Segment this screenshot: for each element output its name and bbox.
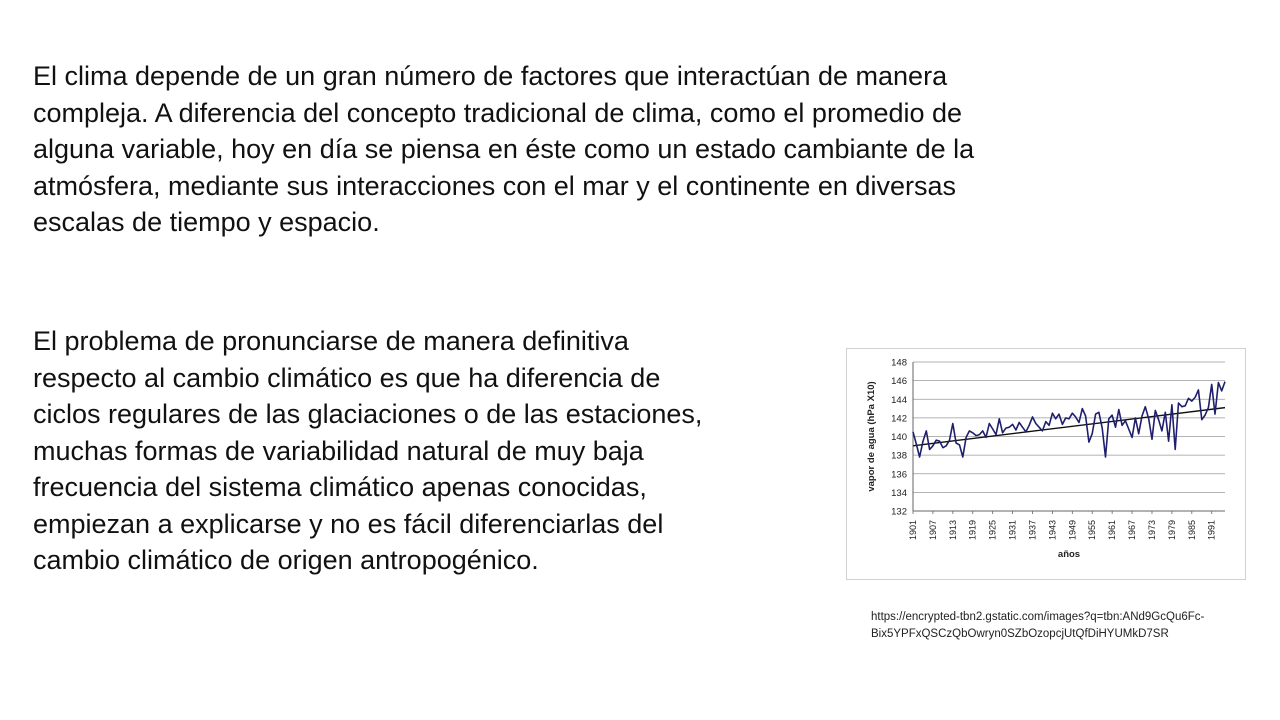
intro-line: compleja. A diferencia del concepto tradicional de clima, como el promedio de	[33, 97, 963, 128]
climate-change-line: muchas formas de variabilidad natural de muy baja	[33, 435, 644, 466]
x-tick-label: 1949	[1067, 519, 1078, 540]
intro-line: escalas de tiempo y espacio.	[33, 207, 380, 237]
source-url-line: Bix5YPFxQSCzQbOwryn0SZbOzopcjUtQfDiHYUMkD7SR	[871, 628, 1169, 640]
x-tick-label: 1919	[967, 519, 978, 540]
y-tick-label: 148	[891, 357, 907, 369]
climate-change-line: ciclos regulares de las glaciaciones o de las estaciones,	[33, 399, 703, 429]
y-tick-label: 140	[891, 432, 907, 443]
x-tick-label: 1967	[1127, 519, 1138, 540]
y-tick-label: 132	[891, 506, 907, 518]
climate-change-line: respecto al cambio climático es que ha diferencia de	[33, 362, 661, 393]
climate-change-line: frecuencia del sistema climático apenas conocidas,	[33, 472, 647, 502]
x-tick-label: 1901	[908, 519, 918, 540]
climate-change-line: El problema de pronunciarse de manera definitiva	[33, 326, 629, 356]
climate-change-line: cambio climático de origen antropogénico.	[33, 545, 539, 575]
y-tick-label: 146	[891, 376, 907, 388]
chart-svg	[847, 349, 1245, 579]
x-tick-label: 1913	[947, 519, 958, 540]
x-tick-label: 1955	[1087, 519, 1098, 540]
y-tick-label: 142	[891, 413, 907, 425]
climate-change-paragraph	[33, 323, 843, 579]
x-tick-label: 1961	[1107, 519, 1118, 540]
x-tick-label: 1979	[1166, 519, 1177, 540]
y-tick-label: 136	[891, 469, 907, 481]
intro-paragraph	[33, 58, 1248, 241]
x-tick-label: 1907	[927, 519, 938, 540]
water-vapor-chart	[846, 348, 1246, 580]
x-tick-label: 1991	[1206, 519, 1217, 540]
intro-line: atmósfera, mediante sus interacciones con el mar y el continente en diversas	[33, 170, 956, 201]
y-tick-label: 138	[891, 450, 907, 462]
y-tick-label: 144	[891, 394, 907, 406]
climate-change-line: empiezan a explicarse y no es fácil diferenciarlas del	[33, 508, 664, 539]
source-url-line: https://encrypted-tbn2.gstatic.com/images?q=tbn:ANd9GcQu6Fc-	[871, 611, 1205, 623]
series-line-water-vapor	[913, 382, 1225, 457]
x-tick-label: 1931	[1007, 519, 1018, 540]
x-tick-label: 1973	[1146, 519, 1157, 540]
intro-line: alguna variable, hoy en día se piensa en éste como un estado cambiante de la	[33, 134, 975, 164]
image-source-url	[871, 609, 1261, 643]
y-tick-label: 134	[891, 487, 907, 499]
x-tick-label: 1937	[1027, 519, 1038, 540]
x-tick-label: 1943	[1047, 519, 1058, 540]
x-tick-label: 1985	[1186, 519, 1197, 540]
x-axis-title: años	[1057, 549, 1081, 560]
x-tick-label: 1925	[987, 519, 998, 540]
y-axis-title: vapor de agua (hPa X10)	[866, 381, 877, 492]
intro-line: El clima depende de un gran número de factores que interactúan de manera	[33, 61, 948, 91]
